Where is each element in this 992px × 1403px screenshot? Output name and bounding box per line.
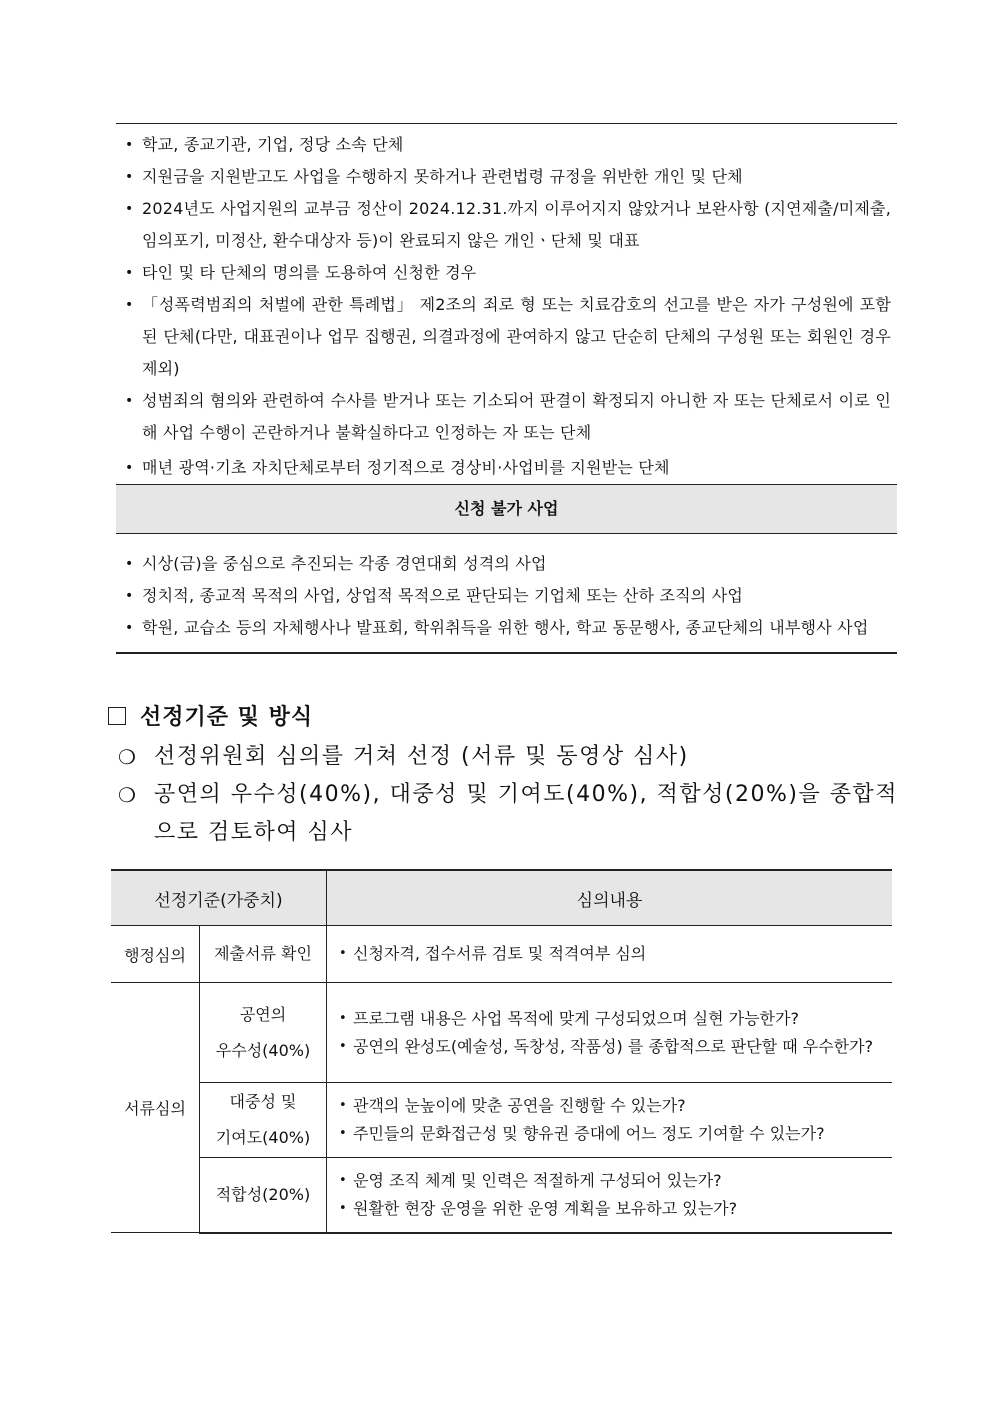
bullet-icon: • xyxy=(125,201,134,217)
ineligible-projects-heading: 신청 불가 사업 xyxy=(116,485,897,533)
content-cell xyxy=(327,1158,893,1233)
list-item: • 학원, 교습소 등의 자체행사나 발표회, 학위취득을 위한 행사, 학교 동문행사, 종교단체의 내부행사 사업 xyxy=(116,612,897,644)
header-content: 심의내용 xyxy=(327,870,893,926)
table-header-row xyxy=(111,870,892,926)
list-item: • 타인 및 타 단체의 명의를 도용하여 신청한 경우 xyxy=(116,257,897,289)
bullet-icon: • xyxy=(125,169,134,185)
category-cell: 서류심의 xyxy=(111,983,200,1233)
bullet-icon: • xyxy=(125,460,134,476)
sub-criteria-cell: 대중성 및 기여도(40%) xyxy=(200,1083,327,1158)
list-item: • 주민들의 문화접근성 및 향유권 증대에 어느 정도 기여할 수 있는가? xyxy=(337,1120,882,1148)
list-item: • 운영 조직 체계 및 인력은 적절하게 구성되어 있는가? xyxy=(337,1167,882,1195)
list-item: • 지원금을 지원받고도 사업을 수행하지 못하거나 관련법령 규정을 위반한 개인 및 단체 xyxy=(116,161,897,193)
ineligible-projects-list xyxy=(116,534,897,652)
circle-bullet-icon: ❍ xyxy=(118,745,138,769)
category-cell: 행정심의 xyxy=(111,926,200,983)
list-item: • 시상(금)을 중심으로 추진되는 각종 경연대회 성격의 사업 xyxy=(116,548,897,580)
bullet-icon: • xyxy=(339,946,347,961)
bullet-icon: • xyxy=(125,265,134,281)
list-item: • 학교, 종교기관, 기업, 정당 소속 단체 xyxy=(116,129,897,161)
list-item: • 2024년도 사업지원의 교부금 정산이 2024.12.31.까지 이루어지지 않았거나 보완사항 (지연제출/미제출, 임의포기, 미정산, 환수대상자 등)이 완료되지 않은 개인ㆍ단체 및 대표 xyxy=(116,193,897,257)
content-cell xyxy=(327,1083,893,1158)
bullet-icon: • xyxy=(339,1200,347,1216)
header-criteria: 선정기준(가중치) xyxy=(111,870,327,926)
content-cell xyxy=(327,926,893,983)
bullet-icon: • xyxy=(339,1172,347,1188)
list-item: • 공연의 완성도(예술성, 독창성, 작품성) 를 종합적으로 판단할 때 우수한가? xyxy=(337,1033,882,1061)
bullet-icon: • xyxy=(339,1126,347,1141)
bullet-icon: • xyxy=(125,137,134,153)
bullet-icon: • xyxy=(339,1010,347,1026)
list-item: • 프로그램 내용은 사업 목적에 맞게 구성되었으며 실현 가능한가? xyxy=(337,1005,882,1033)
content-cell xyxy=(327,983,893,1083)
bullet-icon: • xyxy=(125,620,134,636)
bullet-icon: • xyxy=(125,393,134,409)
circle-bullet-icon: ❍ xyxy=(118,783,138,807)
section-point: ❍ 선정위원회 심의를 거쳐 선정 (서류 및 동영상 심사) xyxy=(118,738,898,776)
list-item: • 관객의 눈높이에 맞춘 공연을 진행할 수 있는가? xyxy=(337,1092,882,1120)
bullet-icon: • xyxy=(339,1038,347,1054)
list-item: • 매년 광역·기초 자치단체로부터 정기적으로 경상비·사업비를 지원받는 단체 xyxy=(116,453,897,483)
bottom-rule xyxy=(116,652,897,654)
list-item: • 성범죄의 혐의와 관련하여 수사를 받거나 또는 기소되어 판결이 확정되지 아니한 자 또는 단체로서 이로 인해 사업 수행이 곤란하거나 불확실하다고 인정하는 자 또는 단체 xyxy=(116,385,897,449)
section-title: 선정기준 및 방식 xyxy=(108,700,313,731)
table-row xyxy=(111,983,892,1083)
table-row xyxy=(111,1158,892,1233)
ineligibility-block xyxy=(116,123,897,654)
criteria-table xyxy=(111,869,892,1234)
list-item: • 원활한 현장 운영을 위한 운영 계획을 보유하고 있는가? xyxy=(337,1195,882,1223)
sub-criteria-cell: 공연의 우수성(40%) xyxy=(200,983,327,1083)
bullet-icon: • xyxy=(125,588,134,604)
ineligible-applicants-list xyxy=(116,124,897,484)
table-row xyxy=(111,1083,892,1158)
bullet-icon: • xyxy=(125,556,134,572)
list-item: • 정치적, 종교적 목적의 사업, 상업적 목적으로 판단되는 기업체 또는 산하 조직의 사업 xyxy=(116,580,897,612)
list-item: • 「성폭력범죄의 처벌에 관한 특례법」 제2조의 죄로 형 또는 치료감호의 선고를 받은 자가 구성원에 포함된 단체(다만, 대표권이나 업무 집행권, 의결과정에 관여하지 않고 단순히 단체의 구성원 또는 회원인 경우 제외) xyxy=(116,289,897,385)
bullet-icon: • xyxy=(339,1098,347,1113)
section-point: ❍ 공연의 우수성(40%), 대중성 및 기여도(40%), 적합성(20%)을 종합적으로 검토하여 심사 xyxy=(118,776,898,852)
checkbox-square-icon xyxy=(108,707,126,725)
table-row xyxy=(111,926,892,983)
list-item: • 신청자격, 접수서류 검토 및 적격여부 심의 xyxy=(337,940,882,968)
bullet-icon: • xyxy=(125,297,134,313)
sub-criteria-cell: 적합성(20%) xyxy=(200,1158,327,1233)
sub-criteria-cell: 제출서류 확인 xyxy=(200,926,327,983)
